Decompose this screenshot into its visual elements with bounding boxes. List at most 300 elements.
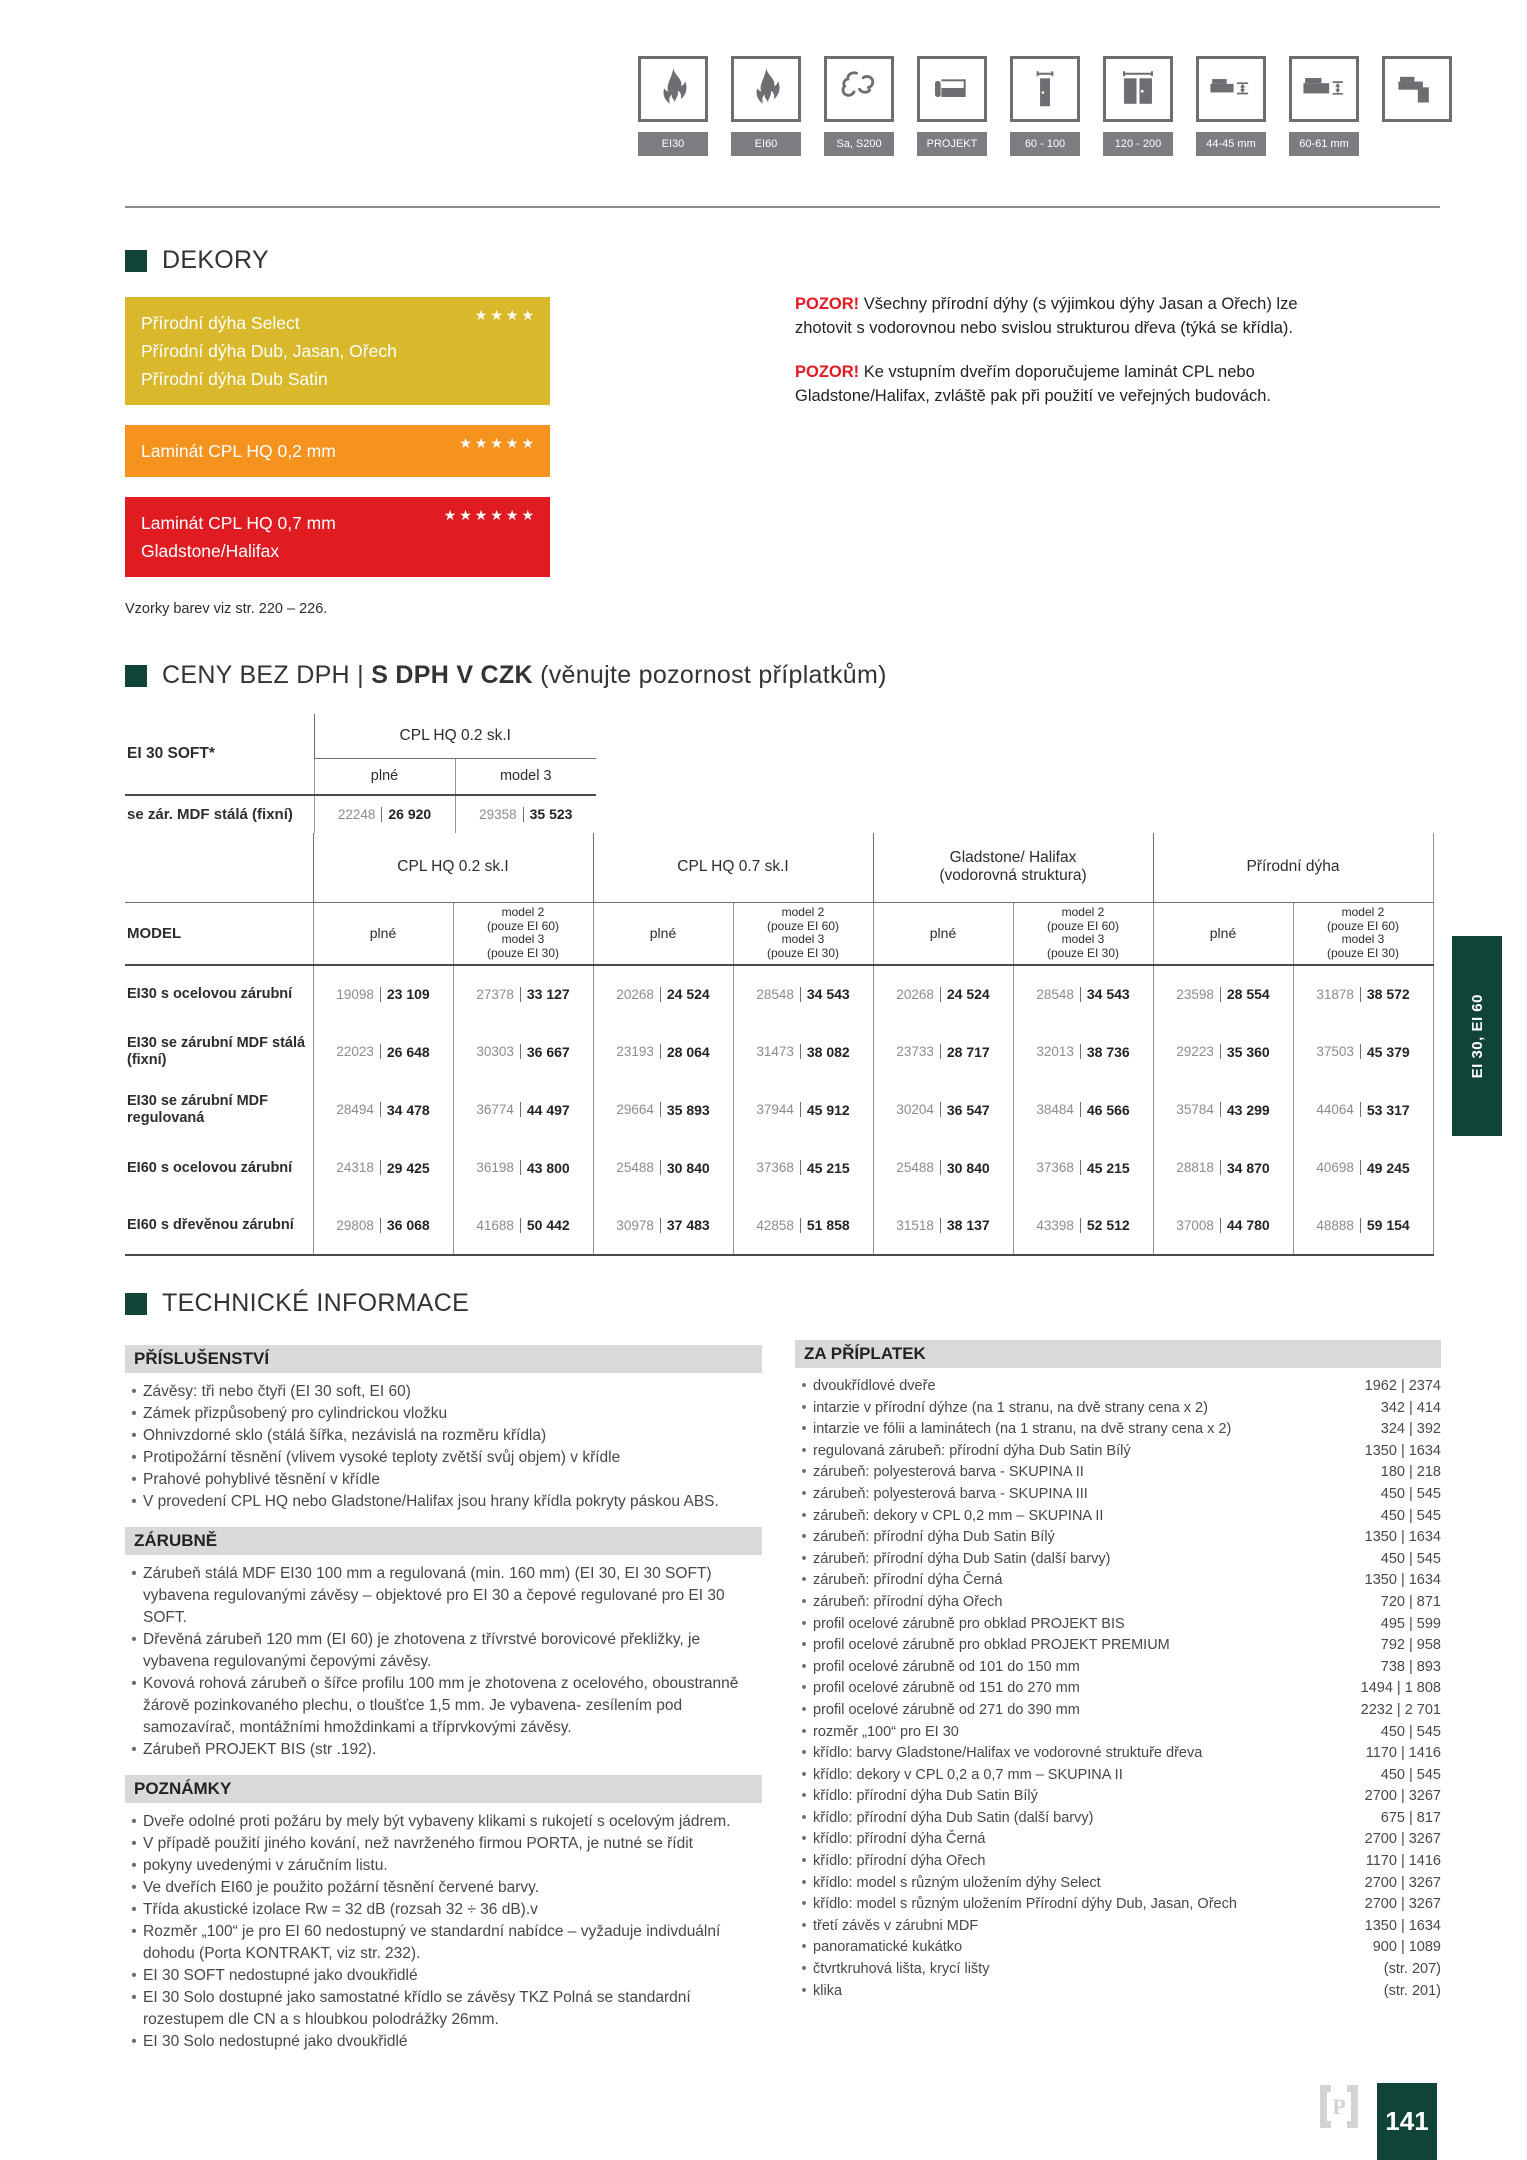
price-gross: 38 572 xyxy=(1366,986,1410,1002)
soft-price-table xyxy=(125,714,596,833)
price-separator xyxy=(1220,1218,1221,1233)
warning-prefix: POZOR! xyxy=(795,363,860,381)
bullet-dot: • xyxy=(801,1378,807,1394)
column-header-line: (pouze EI 30) xyxy=(766,945,840,960)
surcharge-label: profil ocelové zárubně od 101 do 150 mm xyxy=(813,1658,1080,1675)
price-cell xyxy=(313,1139,453,1197)
price-cell xyxy=(313,965,453,1023)
price-cell xyxy=(593,1197,733,1255)
price-cell xyxy=(1153,965,1293,1023)
column-header-line: (pouze EI 60) xyxy=(486,918,560,933)
price-gross: 44 780 xyxy=(1226,1217,1270,1233)
price-separator xyxy=(1080,1044,1081,1059)
rebate-profile-icon xyxy=(1382,56,1452,122)
surcharge-price: 792 | 958 xyxy=(1380,1637,1441,1654)
price-net: 23733 xyxy=(896,1044,934,1059)
surcharge-label: křídlo: model s různým uložením dýhy Select xyxy=(813,1874,1101,1891)
price-net: 37503 xyxy=(1316,1044,1354,1059)
price-separator xyxy=(800,987,801,1002)
surcharge-label: profil ocelové zárubně od 271 do 390 mm xyxy=(813,1701,1080,1718)
smoke-rating-icon xyxy=(824,56,894,122)
surcharge-item xyxy=(795,1959,1441,1981)
bullet-dot: • xyxy=(801,1529,807,1546)
price-gross: 45 215 xyxy=(806,1159,850,1176)
surcharge-label: zárubeň: polyesterová barva - SKUPINA II xyxy=(813,1464,1084,1481)
bullet-dot: • xyxy=(131,1631,137,1648)
price-cell xyxy=(313,1023,453,1081)
price-net: 30978 xyxy=(616,1217,654,1233)
price-net: 31473 xyxy=(756,1044,794,1059)
price-separator xyxy=(660,1218,661,1233)
bullet-dot: • xyxy=(131,1493,137,1510)
price-gross: 43 299 xyxy=(1226,1101,1270,1118)
price-separator xyxy=(660,1044,661,1059)
price-cell xyxy=(1013,1139,1153,1197)
price-cell xyxy=(1293,965,1433,1023)
tech-section xyxy=(125,1527,762,1761)
icon-cell xyxy=(638,56,708,156)
surcharge-price: 2232 | 2 701 xyxy=(1360,1701,1441,1718)
price-pair xyxy=(896,1217,989,1233)
surcharge-item xyxy=(795,1635,1441,1657)
surcharge-label: intarzie ve fólii a laminátech (na 1 stranu, na dvě strany cena x 2) xyxy=(813,1421,1232,1438)
subsection-header: ZA PŘÍPLATEK xyxy=(795,1340,1441,1368)
price-cell xyxy=(1293,1081,1433,1139)
price-cell xyxy=(873,1139,1013,1197)
bullet-dot: • xyxy=(131,1741,137,1758)
surcharge-item xyxy=(795,1398,1441,1420)
price-cell xyxy=(593,1081,733,1139)
surcharge-price: 1494 | 1 808 xyxy=(1360,1680,1441,1697)
price-separator xyxy=(1360,1160,1361,1175)
price-pair xyxy=(756,1102,849,1118)
price-pair xyxy=(1176,986,1269,1002)
bullet-item xyxy=(125,1899,762,1921)
price-pair xyxy=(896,1102,989,1118)
leaf-thickness-60-61-icon xyxy=(1289,56,1359,122)
bullet-list xyxy=(125,1381,762,1513)
bullet-dot: • xyxy=(801,1550,807,1567)
surcharge-price: 450 | 545 xyxy=(1380,1507,1441,1524)
price-pair xyxy=(479,806,572,822)
price-cell xyxy=(1013,1081,1153,1139)
bullet-dot: • xyxy=(801,1399,807,1416)
surcharge-item xyxy=(795,1592,1441,1614)
price-gross: 51 858 xyxy=(806,1217,850,1233)
surcharge-item xyxy=(795,1937,1441,1959)
bullet-item xyxy=(125,1563,762,1629)
price-gross: 45 912 xyxy=(806,1101,850,1118)
bullet-dot: • xyxy=(131,1813,137,1830)
surcharge-price: 900 | 1089 xyxy=(1372,1939,1441,1956)
price-separator xyxy=(1080,1102,1081,1117)
column-header: model 3 xyxy=(455,758,596,795)
column-header-line: (pouze EI 60) xyxy=(766,918,840,933)
icon-label: 120 - 200 xyxy=(1103,132,1173,156)
price-separator xyxy=(520,1160,521,1175)
price-gross: 35 523 xyxy=(529,806,573,822)
price-gross: 36 068 xyxy=(386,1217,430,1233)
column-header-models xyxy=(733,902,873,965)
price-net: 28548 xyxy=(756,986,794,1002)
price-separator xyxy=(660,987,661,1002)
surcharge-label: panoramatické kukátko xyxy=(813,1939,963,1956)
surcharge-label: zárubeň: dekory v CPL 0,2 mm – SKUPINA II xyxy=(813,1507,1104,1524)
double-door-width-range-icon xyxy=(1103,56,1173,122)
bullet-text: Dveře odolné proti požáru by mely být vybaveny klikami s rukojetí s ocelovým jádrem. xyxy=(143,1813,731,1830)
warning-text: Ke vstupním dveřím doporučujeme laminát CPL nebo Gladstone/Halifax, zvláště pak při použití ve veřejných budovách. xyxy=(795,363,1272,405)
surcharge-price: 1350 | 1634 xyxy=(1364,1529,1441,1546)
price-cell xyxy=(313,1081,453,1139)
surcharge-label: zárubeň: přírodní dýha Dub Satin (další barvy) xyxy=(813,1550,1111,1567)
surcharge-label: křídlo: barvy Gladstone/Halifax ve vodorovné struktuře dřeva xyxy=(813,1745,1203,1762)
dekor-label: Laminát CPL HQ 0,7 mm xyxy=(141,513,336,533)
projekt-frame-icon xyxy=(917,56,987,122)
price-pair xyxy=(1176,1217,1269,1233)
price-separator xyxy=(381,807,382,822)
surcharge-price: 1962 | 2374 xyxy=(1364,1378,1441,1394)
price-pair xyxy=(336,1217,429,1233)
price-gross: 24 524 xyxy=(946,986,990,1002)
bullet-text: Rozměr „100“ je pro EI 60 nedostupný ve standardní nabídce – vyžaduje indivduální dohodu (Porta KONTRAKT, viz str. 232). xyxy=(143,1923,721,1962)
group-title: CPL HQ 0.7 sk.I xyxy=(677,858,789,876)
surcharge-item xyxy=(795,1786,1441,1808)
price-cell xyxy=(1153,1023,1293,1081)
column-header-line: (pouze EI 60) xyxy=(1326,918,1400,933)
surcharge-item xyxy=(795,1765,1441,1787)
icon-cell xyxy=(1103,56,1173,156)
bullet-dot: • xyxy=(801,1723,807,1740)
price-separator xyxy=(1360,987,1361,1002)
surcharge-item xyxy=(795,1484,1441,1506)
price-separator xyxy=(800,1044,801,1059)
bullet-dot: • xyxy=(801,1658,807,1675)
price-separator xyxy=(520,1102,521,1117)
surcharge-item xyxy=(795,1894,1441,1916)
surcharge-item xyxy=(795,1657,1441,1679)
price-cell xyxy=(733,1023,873,1081)
price-separator xyxy=(380,1160,381,1175)
price-gross: 38 082 xyxy=(806,1043,850,1060)
price-gross: 49 245 xyxy=(1366,1159,1410,1176)
bullet-dot: • xyxy=(801,1961,807,1978)
column-header-line: model 3 xyxy=(501,932,545,947)
price-cell xyxy=(733,965,873,1023)
price-net: 43398 xyxy=(1036,1217,1074,1233)
price-net: 24318 xyxy=(336,1160,374,1175)
tech-section xyxy=(125,1345,762,1513)
tech-right-column xyxy=(795,1340,1441,2002)
icon-cell xyxy=(1010,56,1080,156)
bullet-dot: • xyxy=(131,1565,137,1582)
bullet-dot: • xyxy=(801,1982,807,1999)
price-separator xyxy=(1360,1218,1361,1233)
row-label: EI60 s ocelovou zárubní xyxy=(127,1159,293,1176)
surcharge-label: profil ocelové zárubně pro obklad PROJEKT BIS xyxy=(813,1615,1125,1632)
price-net: 40698 xyxy=(1316,1160,1354,1175)
price-gross: 35 360 xyxy=(1226,1043,1270,1060)
surcharge-label: klika xyxy=(813,1982,843,1999)
surcharge-price: 1350 | 1634 xyxy=(1364,1442,1441,1459)
surcharge-item xyxy=(795,1981,1441,2003)
table-subheader-row xyxy=(125,902,1433,965)
prices-heading xyxy=(125,661,887,690)
prices-title-suffix: (věnujte pozornost příplatkům) xyxy=(532,661,887,689)
leaf-thickness-44-45-icon xyxy=(1196,56,1266,122)
bullet-dot: • xyxy=(801,1896,807,1913)
bullet-text: Třída akustické izolace Rw = 32 dB (rozsah 32 ÷ 36 dB).v xyxy=(143,1901,538,1918)
price-cell xyxy=(733,1197,873,1255)
price-net: 20268 xyxy=(616,986,654,1002)
price-cell xyxy=(1013,965,1153,1023)
table-row xyxy=(125,1139,1433,1197)
price-gross: 34 870 xyxy=(1226,1159,1270,1176)
price-pair xyxy=(1036,1217,1129,1233)
group-header xyxy=(593,833,873,902)
bullet-item xyxy=(125,2031,762,2053)
price-pair xyxy=(1036,1044,1129,1060)
subsection-header: PŘÍSLUŠENSTVÍ xyxy=(125,1345,762,1373)
row-label: EI60 s dřevěnou zárubní xyxy=(125,1197,313,1255)
price-net: 22023 xyxy=(336,1044,374,1059)
bullet-dot: • xyxy=(801,1874,807,1891)
price-cell xyxy=(873,965,1013,1023)
price-separator xyxy=(660,1160,661,1175)
price-pair xyxy=(1316,1044,1409,1060)
surcharge-price: 450 | 545 xyxy=(1380,1485,1441,1502)
surcharge-label: profil ocelové zárubně pro obklad PROJEKT PREMIUM xyxy=(813,1637,1170,1654)
bullet-text: EI 30 Solo dostupné jako samostatné křídlo se závěsy TKZ Polná se standardní rozestupem dle CN a s hloubkou polodrážky 26mm. xyxy=(143,1989,691,2028)
bullet-dot: • xyxy=(131,1449,137,1466)
page-number-value: 141 xyxy=(1385,2106,1429,2136)
price-pair xyxy=(336,1102,429,1118)
price-net: 31518 xyxy=(896,1217,934,1233)
price-cell xyxy=(1293,1139,1433,1197)
price-gross: 50 442 xyxy=(526,1217,570,1233)
price-pair xyxy=(336,1044,429,1060)
group-header xyxy=(313,833,593,902)
stars-rating: ★★★★ xyxy=(474,307,537,323)
group-title: CPL HQ 0.2 sk.I xyxy=(397,858,509,876)
price-pair xyxy=(616,1044,709,1060)
price-pair xyxy=(756,1044,849,1060)
table-row xyxy=(125,1081,1433,1139)
surcharge-label: křídlo: přírodní dýha Ořech xyxy=(813,1853,986,1870)
price-gross: 53 317 xyxy=(1366,1101,1410,1118)
surcharge-price: 450 | 545 xyxy=(1380,1723,1441,1740)
column-header-line: model 3 xyxy=(781,932,825,947)
price-cell xyxy=(1293,1023,1433,1081)
surcharge-item xyxy=(795,1700,1441,1722)
bullet-dot: • xyxy=(131,1857,137,1874)
price-cell xyxy=(593,1139,733,1197)
price-net: 28494 xyxy=(336,1102,374,1117)
bullet-dot: • xyxy=(801,1464,807,1481)
price-separator xyxy=(520,1044,521,1059)
door-width-range-icon xyxy=(1010,56,1080,122)
surcharge-item xyxy=(795,1678,1441,1700)
surcharge-price: 1350 | 1634 xyxy=(1364,1917,1441,1934)
bullet-text: Zámek přizpůsobený pro cylindrickou vložku xyxy=(143,1405,448,1422)
surcharge-item xyxy=(795,1506,1441,1528)
dekor-label: Přírodní dýha Select xyxy=(141,313,300,333)
price-gross: 52 512 xyxy=(1086,1217,1130,1233)
price-pair xyxy=(1176,1044,1269,1060)
price-net: 23193 xyxy=(616,1044,654,1059)
bullet-item xyxy=(125,1381,762,1403)
bullet-text: Prahové pohyblivé těsnění v křídle xyxy=(143,1471,380,1488)
dekor-label: Přírodní dýha Dub Satin xyxy=(141,369,328,389)
page-number xyxy=(1377,2083,1437,2160)
price-gross: 36 667 xyxy=(526,1043,570,1060)
price-gross: 36 547 xyxy=(946,1101,990,1118)
price-gross: 34 543 xyxy=(806,986,850,1002)
surcharge-label: křídlo: přírodní dýha Černá xyxy=(813,1831,986,1848)
bullet-text: Závěsy: tři nebo čtyři (EI 30 soft, EI 60) xyxy=(143,1383,411,1400)
surcharge-label: zárubeň: polyesterová barva - SKUPINA III xyxy=(813,1485,1088,1502)
price-pair xyxy=(1036,986,1129,1002)
surcharge-price: 324 | 392 xyxy=(1380,1421,1441,1438)
price-gross: 30 840 xyxy=(666,1159,710,1176)
surcharge-price: 2700 | 3267 xyxy=(1364,1896,1441,1913)
price-gross: 34 543 xyxy=(1086,986,1130,1002)
dekor-bar xyxy=(125,297,550,405)
dekor-label: Gladstone/Halifax xyxy=(141,541,280,561)
surcharge-price: 2700 | 3267 xyxy=(1364,1788,1441,1805)
price-net: 35784 xyxy=(1176,1102,1214,1117)
price-pair xyxy=(476,1217,569,1233)
table-row xyxy=(125,714,596,758)
bullet-dot: • xyxy=(801,1809,807,1826)
bullet-text: Protipožární těsnění (vlivem vysoké teploty zvětší svůj objem) v křídle xyxy=(143,1449,621,1466)
price-separator xyxy=(1080,987,1081,1002)
price-cell xyxy=(593,965,733,1023)
column-header-line: model 2 xyxy=(781,905,825,920)
price-gross: 44 497 xyxy=(526,1101,570,1118)
subsection-header: POZNÁMKY xyxy=(125,1775,762,1803)
dekor-bar xyxy=(125,497,550,577)
surcharge-item xyxy=(795,1570,1441,1592)
price-cell xyxy=(1153,1197,1293,1255)
price-gross: 43 800 xyxy=(526,1159,570,1176)
price-separator xyxy=(380,987,381,1002)
color-samples-note: Vzorky barev viz str. 220 – 226. xyxy=(125,601,328,617)
price-gross: 28 717 xyxy=(946,1043,990,1060)
bullet-dot: • xyxy=(131,1427,137,1444)
section-title: TECHNICKÉ INFORMACE xyxy=(162,1289,470,1317)
surcharge-label: křídlo: model s různým uložením Přírodní dýhy Dub, Jasan, Ořech xyxy=(813,1896,1237,1913)
surcharge-price: 450 | 545 xyxy=(1380,1766,1441,1783)
price-separator xyxy=(523,807,524,822)
price-separator xyxy=(1360,1102,1361,1117)
price-pair xyxy=(1176,1102,1269,1118)
group-title: Přírodní dýha xyxy=(1246,858,1340,876)
price-gross: 23 109 xyxy=(386,986,430,1002)
dekor-label: Přírodní dýha Dub, Jasan, Ořech xyxy=(141,341,397,361)
table-corner xyxy=(125,833,313,902)
price-net: 42858 xyxy=(756,1217,794,1233)
bullet-item xyxy=(125,1739,762,1761)
price-pair xyxy=(756,1217,849,1233)
stars-rating: ★★★★★ xyxy=(459,435,537,451)
icon-label: PROJEKT xyxy=(917,132,987,156)
top-divider xyxy=(125,206,1440,208)
surcharge-price: 720 | 871 xyxy=(1380,1593,1441,1610)
price-pair xyxy=(616,986,709,1002)
price-separator xyxy=(800,1102,801,1117)
group-header xyxy=(873,833,1153,902)
price-pair xyxy=(616,1160,709,1176)
price-cell xyxy=(453,1139,593,1197)
surcharge-label: intarzie v přírodní dýhze (na 1 stranu, na dvě strany cena x 2) xyxy=(813,1399,1208,1416)
bullet-dot: • xyxy=(131,1675,137,1692)
svg-text:P: P xyxy=(1332,2094,1346,2119)
price-pair xyxy=(476,1044,569,1060)
surcharge-item xyxy=(795,1419,1441,1441)
surcharge-label: zárubeň: přírodní dýha Ořech xyxy=(813,1593,1003,1610)
bullet-item xyxy=(125,1965,762,1987)
table-row xyxy=(125,1023,1433,1081)
bullet-dot: • xyxy=(801,1442,807,1459)
price-net: 37368 xyxy=(756,1160,794,1175)
price-pair xyxy=(1036,1160,1129,1176)
price-net: 37368 xyxy=(1036,1160,1074,1175)
bullet-dot: • xyxy=(801,1615,807,1632)
surcharge-label: profil ocelové zárubně od 151 do 270 mm xyxy=(813,1680,1080,1697)
price-pair xyxy=(336,986,429,1002)
column-header-models xyxy=(453,902,593,965)
surcharge-item xyxy=(795,1376,1441,1398)
bullet-text: Dřevěná zárubeň 120 mm (EI 60) je zhotovena z třívrstvé borovicové překližky, je vybavena regulovanými čepovými závěsy. xyxy=(143,1631,701,1670)
side-tab-label: EI 30, EI 60 xyxy=(1468,993,1486,1079)
section-title xyxy=(162,661,887,690)
price-gross: 59 154 xyxy=(1366,1217,1410,1233)
bullet-dot: • xyxy=(801,1917,807,1934)
bullet-item xyxy=(125,1877,762,1899)
bullet-text: Zárubeň stálá MDF EI30 100 mm a regulovaná (min. 160 mm) (EI 30, EI 30 SOFT) vybavena regulovanými závěsy – objektové pro EI 30 a čepové regulované pro EI 30 SOFT. xyxy=(143,1565,725,1626)
price-cell xyxy=(453,965,593,1023)
icon-cell xyxy=(824,56,894,156)
surcharge-label: zárubeň: přírodní dýha Dub Satin Bílý xyxy=(813,1529,1055,1546)
price-pair xyxy=(896,1044,989,1060)
dekory-heading xyxy=(125,246,269,275)
icon-label: EI60 xyxy=(731,132,801,156)
column-header-plne: plné xyxy=(1153,902,1293,965)
surcharge-item xyxy=(795,1462,1441,1484)
bullet-list xyxy=(125,1811,762,2053)
warning-text: Všechny přírodní dýhy (s výjimkou dýhy Jasan a Ořech) lze zhotovit s vodorovnou nebo svislou strukturou dřeva (týká se křídla). xyxy=(795,295,1298,337)
price-gross: 28 554 xyxy=(1226,986,1270,1002)
price-net: 37008 xyxy=(1176,1217,1214,1233)
price-pair xyxy=(1176,1160,1269,1176)
bullet-dot: • xyxy=(131,1835,137,1852)
porta-logo xyxy=(1318,2083,1360,2130)
dekor-bars xyxy=(125,297,550,597)
table-row xyxy=(125,965,1433,1023)
price-separator xyxy=(1360,1044,1361,1059)
price-pair xyxy=(896,986,989,1002)
bullet-dot: • xyxy=(801,1788,807,1805)
price-net: 23598 xyxy=(1176,986,1214,1002)
price-net: 48888 xyxy=(1316,1217,1354,1233)
price-gross: 28 064 xyxy=(666,1043,710,1060)
surcharge-item xyxy=(795,1549,1441,1571)
column-header-line: model 2 xyxy=(1061,905,1105,920)
bullet-text: Zárubeň PROJEKT BIS (str .192). xyxy=(143,1741,377,1758)
price-separator xyxy=(380,1102,381,1117)
price-net: 30303 xyxy=(476,1044,514,1059)
surcharge-item xyxy=(795,1916,1441,1938)
